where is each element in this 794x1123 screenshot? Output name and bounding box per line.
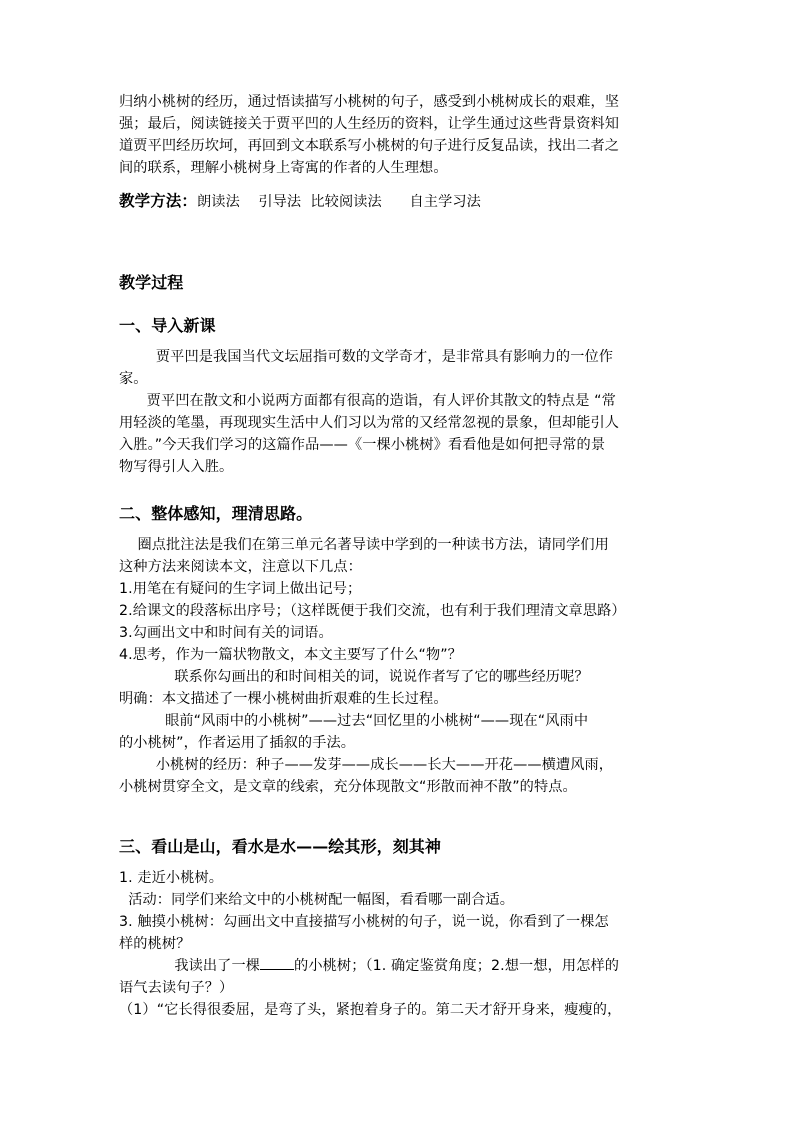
fill-in-blank [260,955,294,970]
section2-line-4: 2.给课文的段落标出序号；（这样既便于我们交流，也有利于我们理清文章思路） [119,603,626,619]
section3-title: 三、看山是山，看水是水——绘其形，刻其神 [119,837,442,856]
section2-line-10: 的小桃树”，作者运用了插叙的手法。 [119,735,356,751]
intro-line-3: 道贾平凹经历坎坷，再回到文本联系写小桃树的句子进行反复品读，找出二者之 [119,138,620,154]
process-title: 教学过程 [119,273,184,292]
teaching-methods-value: 朗读法 引导法 比较阅读法 自主学习法 [197,194,481,210]
section1-p2-line4: 物写得引人入胜。 [119,459,234,475]
section2-line-11: 小桃树的经历：种子——发芽——成长——长大——开花——横遭风雨， [119,757,614,773]
section1-p2-line2: 用轻淡的笔墨，再现现实生活中人们习以为常的又经常忽视的景象，但却能引人 [119,415,620,431]
section2-line-2: 这种方法来阅读本文，注意以下几点： [119,559,362,575]
section2-line-3: 1.用笔在有疑问的生字词上做出记号； [119,581,362,597]
section3-line-1: 1. 走近小桃树。 [119,870,224,886]
section3-line-2: 活动：同学们来给文中的小桃树配一幅图，看看哪一副合适。 [119,892,514,908]
intro-line-4: 间的联系，理解小桃树身上寄寓的作者的人生理想。 [119,160,448,176]
section1-p1-line1: 贾平凹是我国当代文坛屈指可数的文学奇才，是非常具有影响力的一位作 [119,349,614,365]
section2-line-8: 明确：本文描述了一棵小桃树曲折艰难的生长过程。 [119,691,448,707]
section3-line-4: 样的桃树？ [119,936,191,952]
section1-p2-line1: 贾平凹在散文和小说两方面都有很高的造诣，有人评价其散文的特点是 “常 [119,393,616,409]
teaching-methods-label: 教学方法： [119,192,198,210]
section1-p1-line2: 家。 [119,371,148,387]
section2-line-12: 小桃树贯穿全文，是文章的线索，充分体现散文“形散而神不散”的特点。 [119,779,577,795]
intro-line-2: 强；最后，阅读链接关于贾平凹的人生经历的资料，让学生通过这些背景资料知 [119,116,620,132]
section2-line-6: 4.思考，作为一篇状物散文，本文主要写了什么“物”？ [119,647,462,663]
section2-line-5: 3.勾画出文中和时间有关的词语。 [119,625,333,641]
section2-line-1: 圈点批注法是我们在第三单元名著导读中学到的一种读书方法，请同学们用 [119,537,609,553]
section3-line-6: 语气去读句子？） [119,980,234,996]
section3-line-5-start: 我读出了一棵 [119,958,261,974]
section2-line-9: 眼前“风雨中的小桃树”——过去“回忆里的小桃树“——现在“风雨中 [119,713,589,729]
section1-p2-line3: 入胜。”今天我们学习的这篇作品——《一棵小桃树》看看他是如何把寻常的景 [119,437,606,453]
section3-line-7: （1）“它长得很委屈，是弯了头，紧抱着身子的。第二天才舒开身来，瘦瘦的， [119,1002,622,1018]
teaching-methods [119,190,481,213]
section1-title: 一、导入新课 [119,316,216,335]
section2-title: 二、整体感知，理清思路。 [119,504,313,523]
section3-line-5 [119,955,619,977]
intro-line-1: 归纳小桃树的经历，通过悟读描写小桃树的句子，感受到小桃树成长的艰难，坚 [119,94,620,110]
section3-line-5-end: 的小桃树；（1. 确定鉴赏角度；2.想一想，用怎样的 [294,958,620,974]
section3-line-3: 3. 触摸小桃树：勾画出文中直接描写小桃树的句子，说一说，你看到了一棵怎 [119,914,609,930]
section2-line-7: 联系你勾画出的和时间相关的词，说说作者写了它的哪些经历呢？ [119,669,589,685]
